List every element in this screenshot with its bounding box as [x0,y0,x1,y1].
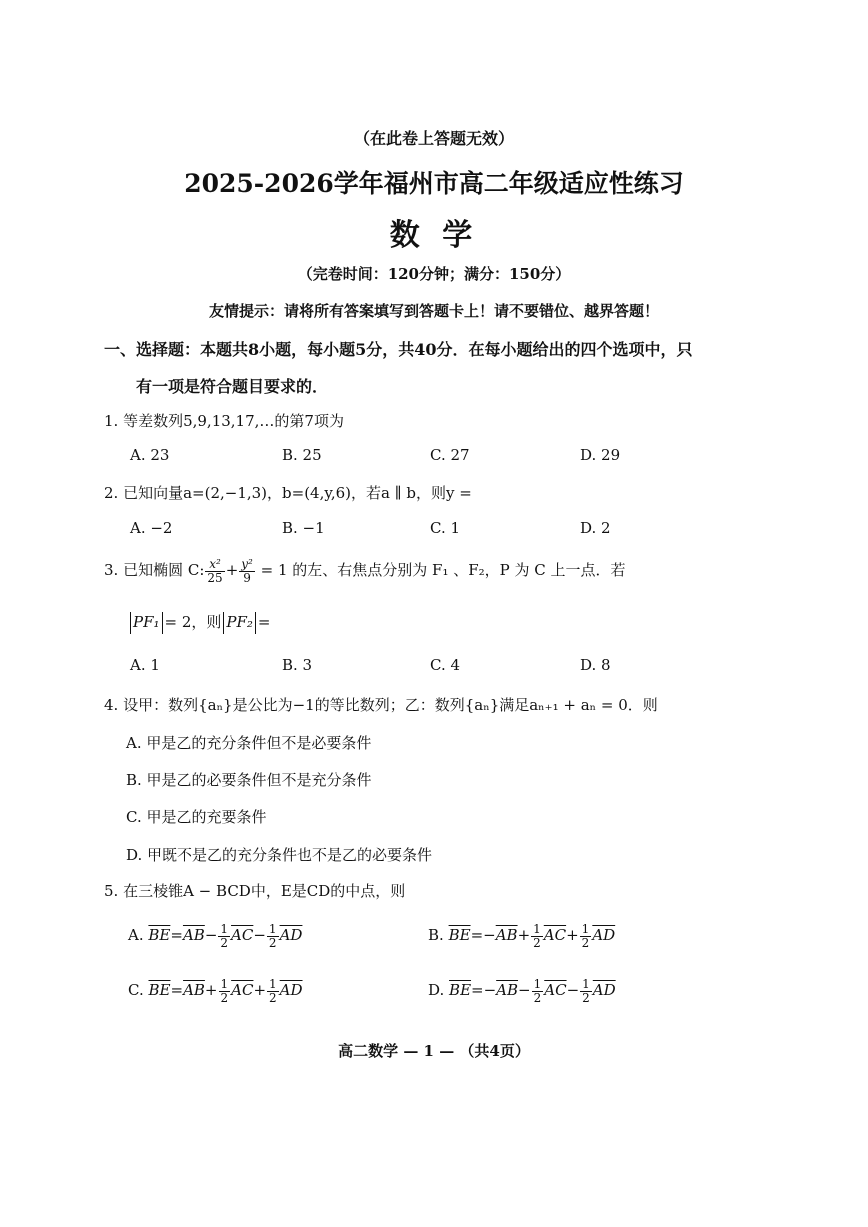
q4-option-a: A. 甲是乙的充分条件但不是必要条件 [126,734,372,752]
q5-stem: 5. 在三棱锥A − BCD中，E是CD的中点，则 [104,882,406,900]
q5-option-b: B. $\overline{BE}=-\overline{AB}+$ $\frac{1}{2}$ $\overline{AC}+$ $\frac{1}{2}$ $\overline{AD}$ [428,921,616,950]
q4-option-d: D. 甲既不是乙的充分条件也不是乙的必要条件 [126,846,433,864]
section1-line1: 一、选择题：本题共8小题，每小题5分，共40分．在每小题给出的四个选项中，只 [104,340,693,359]
q4-option-c: C. 甲是乙的充要条件 [126,808,267,826]
subject-title: 数 学 [389,218,479,253]
q3-x-num: x² [205,558,224,572]
q1-option-a: A. 23 [130,446,170,464]
q2-option-b: B. −1 [282,519,325,537]
exam-title: 2025-2026学年福州市高二年级适应性练习 [184,169,684,198]
time-info: （完卷时间：120分钟；满分：150分） [297,265,571,283]
q1-option-b: B. 25 [282,446,322,464]
q3-plus: + [225,561,239,579]
q3-pf2: PF₂ [226,613,253,631]
q3-fraction-x [205,558,224,585]
q5-option-c: C. $\overline{BE}=\overline{AB}+$ $\frac{1}{2}$ $\overline{AC}+$ $\frac{1}{2}$ $\overline{AD}$ [128,976,303,1005]
q3-stem [104,556,626,585]
q3-fraction-y [239,558,255,585]
q3-eq2: = 2，则 [164,613,222,631]
q3-option-a: A. 1 [130,656,160,674]
q3-x-den: 25 [207,570,223,585]
q3-prefix: 已知椭圆 C: [123,561,205,579]
q2-stem: 2. 已知向量a=(2,−1,3)，b=(4,y,6)，若a ∥ b，则y = [104,484,472,502]
q3-y-den: 9 [243,570,251,585]
q5-option-d: D. $\overline{BE}=-\overline{AB}-$ $\frac{1}{2}$ $\overline{AC}-$ $\frac{1}{2}$ $\overline{AD}$ [428,976,616,1005]
page-footer: 高二数学 — 1 — （共4页） [338,1042,530,1060]
q2-option-d: D. 2 [580,519,611,537]
q4-option-b: B. 甲是乙的必要条件但不是充分条件 [126,771,372,789]
q2-option-a: A. −2 [130,519,173,537]
q1-stem: 1. 等差数列5,9,13,17,…的第7项为 [104,412,344,430]
q3-option-d: D. 8 [580,656,611,674]
q4-stem: 4. 设甲：数列{aₙ}是公比为−1的等比数列；乙：数列{aₙ}满足aₙ₊₁ + aₙ = 0．则 [104,696,658,714]
notice: （在此卷上答题无效） [353,129,514,148]
q5-option-a: A. $\overline{BE}=\overline{AB}-$ $\frac{1}{2}$ $\overline{AC}-$ $\frac{1}{2}$ $\overline{AD}$ [128,921,303,950]
q1-option-c: C. 27 [430,446,470,464]
q3-option-b: B. 3 [282,656,313,674]
friendly-tip: 友情提示：请将所有答案填写到答题卡上！请不要错位、越界答题！ [208,302,659,320]
section1-line2: 有一项是符合题目要求的． [136,377,329,396]
q3-pf1: PF₁ [133,613,160,631]
q3-y-num: y² [241,556,253,571]
q3-number: 3. [104,561,119,579]
q3-line2 [128,608,271,636]
q3-option-c: C. 4 [430,656,461,674]
q3-rest: = 1 的左、右焦点分别为 F₁ 、F₂，P 为 C 上一点．若 [260,561,626,579]
q3-eq-end: = [257,613,271,631]
q1-option-d: D. 29 [580,446,621,464]
q2-option-c: C. 1 [430,519,461,537]
